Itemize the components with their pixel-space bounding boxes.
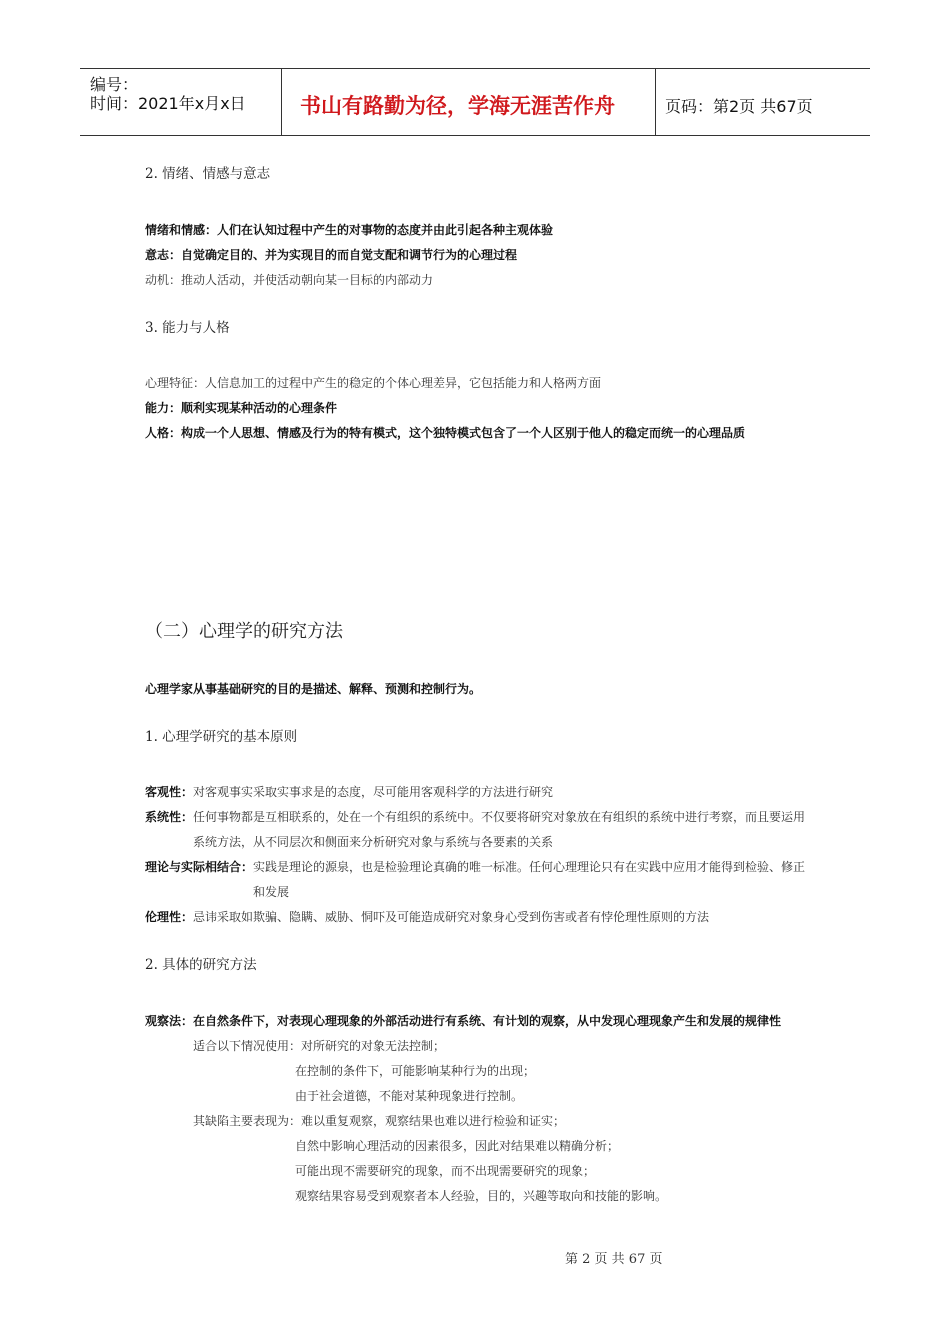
usage-label: 适合以下情况使用： xyxy=(193,1039,302,1053)
principle-label: 理论与实际相结合： xyxy=(145,860,254,874)
header-divider xyxy=(281,68,282,135)
usage-line xyxy=(193,1037,445,1054)
part-heading: （二）心理学的研究方法 xyxy=(145,621,343,642)
doc-time-label: 时间：2021年x月x日 xyxy=(90,94,246,113)
defect-item: 观察结果容易受到观察者本人经验，目的，兴趣等取向和技能的影响。 xyxy=(295,1189,668,1203)
principle-ethics xyxy=(145,908,709,925)
header-motto: 书山有路勤为径，学海无涯苦作舟 xyxy=(300,93,615,118)
header-top-rule xyxy=(80,68,870,69)
definition-line: 人格：构成一个人思想、情感及行为的特有模式，这个独特模式包含了一个人区别于他人的稳定而统一的心理品质 xyxy=(145,426,746,440)
page-counter: 页码：第2页 共67页 xyxy=(665,97,813,116)
section-heading: 2. 具体的研究方法 xyxy=(145,957,257,973)
principle-text: 任何事物都是互相联系的，处在一个有组织的系统中。不仅要将研究对象放在有组织的系统中进行考察，而且要运用 xyxy=(193,810,806,824)
principle-text-continued: 和发展 xyxy=(253,885,290,899)
principle-text: 实践是理论的源泉，也是检验理论真确的唯一标准。任何心理理论只有在实践中应用才能得到检验、修正 xyxy=(253,860,806,874)
defect-item: 难以重复观察，观察结果也难以进行检验和证实； xyxy=(301,1114,566,1128)
intro-paragraph: 心理学家从事基础研究的目的是描述、解释、预测和控制行为。 xyxy=(145,682,482,696)
section-heading: 2. 情绪、情感与意志 xyxy=(145,166,271,182)
usage-item: 由于社会道德，不能对某种现象进行控制。 xyxy=(295,1089,524,1103)
defect-line xyxy=(193,1112,565,1129)
definition-line: 动机：推动人活动，并使活动朝向某一目标的内部动力 xyxy=(145,273,434,287)
header-divider xyxy=(655,68,656,135)
principle-text: 忌讳采取如欺骗、隐瞒、威胁、恫吓及可能造成研究对象身心受到伤害或者有悖伦理性原则的方法 xyxy=(193,910,710,924)
header-bottom-rule xyxy=(80,135,870,136)
definition-line: 心理特征：人信息加工的过程中产生的稳定的个体心理差异，它包括能力和人格两方面 xyxy=(145,376,602,390)
defect-item: 可能出现不需要研究的现象，而不出现需要研究的现象； xyxy=(295,1164,596,1178)
defect-label: 其缺陷主要表现为： xyxy=(193,1114,302,1128)
usage-item: 对所研究的对象无法控制； xyxy=(301,1039,446,1053)
principle-objectivity xyxy=(145,783,553,800)
definition-line: 意志：自觉确定目的、并为实现目的而自觉支配和调节行为的心理过程 xyxy=(145,248,518,262)
doc-number-label: 编号： xyxy=(90,75,139,94)
principle-text-continued: 系统方法，从不同层次和侧面来分析研究对象与系统与各要素的关系 xyxy=(193,835,554,849)
principle-label: 伦理性： xyxy=(145,910,194,924)
observation-method: 观察法：在自然条件下，对表现心理现象的外部活动进行有系统、有计划的观察，从中发现心理现象产生和发展的规律性 xyxy=(145,1014,782,1028)
principle-systematic xyxy=(145,808,805,825)
definition-line: 能力：顺利实现某种活动的心理条件 xyxy=(145,401,338,415)
definition-line: 情绪和情感：人们在认知过程中产生的对事物的态度并由此引起各种主观体验 xyxy=(145,223,554,237)
footer-page-number: 第 2 页 共 67 页 xyxy=(565,1252,663,1267)
section-heading: 1. 心理学研究的基本原则 xyxy=(145,729,298,745)
defect-item: 自然中影响心理活动的因素很多，因此对结果难以精确分析； xyxy=(295,1139,620,1153)
principle-label: 客观性： xyxy=(145,785,194,799)
principle-label: 系统性： xyxy=(145,810,194,824)
principle-theory-practice xyxy=(145,858,805,875)
principle-text: 对客观事实采取实事求是的态度，尽可能用客观科学的方法进行研究 xyxy=(193,785,554,799)
usage-item: 在控制的条件下，可能影响某种行为的出现； xyxy=(295,1064,536,1078)
section-heading: 3. 能力与人格 xyxy=(145,320,230,336)
